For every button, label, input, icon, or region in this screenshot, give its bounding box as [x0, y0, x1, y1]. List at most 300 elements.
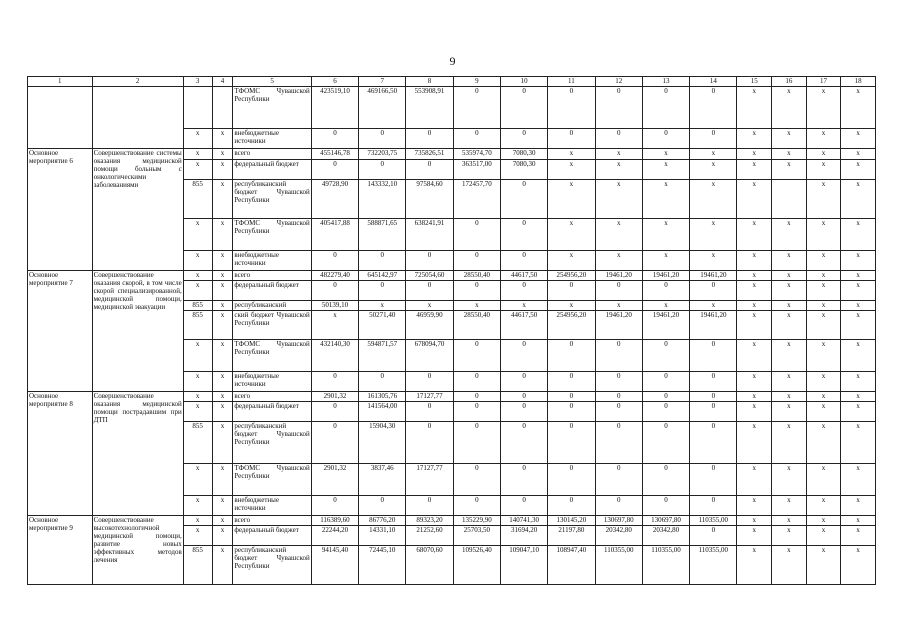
- value-cell: 0: [642, 392, 689, 402]
- value-cell: 725054,60: [406, 271, 453, 281]
- funding-source: внебюджетные источники: [233, 251, 311, 271]
- value-cell: 46959,90: [406, 311, 453, 340]
- code-cell: x: [212, 149, 233, 160]
- value-cell: x: [737, 281, 772, 301]
- code-cell: x: [183, 392, 212, 402]
- value-cell: 0: [690, 392, 737, 402]
- value-cell: 21197,80: [548, 526, 595, 546]
- value-cell: 22244,20: [311, 526, 358, 546]
- value-cell: 94145,40: [311, 546, 358, 585]
- value-cell: 0: [595, 87, 642, 129]
- value-cell: 50139,10: [311, 301, 358, 311]
- value-cell: 0: [548, 402, 595, 422]
- value-cell: 735826,51: [406, 149, 453, 160]
- value-cell: 0: [642, 281, 689, 301]
- value-cell: 0: [500, 281, 547, 301]
- value-cell: x: [772, 301, 807, 311]
- measure-description: Совершенствование оказания скорой, в том числе скорой специализированной, медицинской помощи, медицинской эвакуации: [92, 271, 183, 392]
- code-cell: x: [212, 372, 233, 392]
- value-cell: 0: [642, 402, 689, 422]
- value-cell: x: [841, 311, 876, 340]
- value-cell: 3837,46: [359, 464, 406, 496]
- value-cell: x: [737, 311, 772, 340]
- value-cell: x: [772, 392, 807, 402]
- value-cell: x: [311, 311, 358, 340]
- column-header: 5: [233, 77, 311, 87]
- measure-description: Совершенствование высокотехнологичной медицинской помощи, развитие новых эффективных методов лечения: [92, 516, 183, 585]
- code-cell: x: [212, 129, 233, 149]
- value-cell: x: [737, 422, 772, 464]
- value-cell: 172457,70: [453, 180, 500, 219]
- code-cell: x: [183, 402, 212, 422]
- value-cell: 19461,20: [595, 311, 642, 340]
- code-cell: [183, 87, 212, 129]
- value-cell: x: [772, 129, 807, 149]
- measure-description: Совершенствование системы оказания медицинской помощи больным с онкологическими заболеваниями: [92, 149, 183, 271]
- value-cell: 469166,50: [359, 87, 406, 129]
- value-cell: 0: [548, 496, 595, 516]
- column-header: 7: [359, 77, 406, 87]
- code-cell: x: [212, 219, 233, 251]
- table-row: [28, 271, 876, 281]
- value-cell: x: [841, 219, 876, 251]
- value-cell: 0: [595, 496, 642, 516]
- value-cell: 0: [406, 281, 453, 301]
- value-cell: 0: [406, 422, 453, 464]
- value-cell: 0: [406, 496, 453, 516]
- value-cell: x: [806, 372, 841, 392]
- value-cell: 0: [548, 392, 595, 402]
- value-cell: x: [772, 87, 807, 129]
- value-cell: 0: [359, 251, 406, 271]
- value-cell: 0: [690, 402, 737, 422]
- value-cell: 130697,80: [642, 516, 689, 526]
- column-header: 10: [500, 77, 547, 87]
- value-cell: 109526,40: [453, 546, 500, 585]
- value-cell: x: [737, 271, 772, 281]
- value-cell: x: [548, 180, 595, 219]
- budget-table: [27, 76, 876, 585]
- value-cell: x: [806, 251, 841, 271]
- value-cell: 19461,20: [690, 271, 737, 281]
- table-row: [28, 392, 876, 402]
- value-cell: 0: [642, 129, 689, 149]
- code-cell: x: [183, 271, 212, 281]
- value-cell: x: [806, 422, 841, 464]
- code-cell: x: [183, 372, 212, 392]
- value-cell: x: [737, 301, 772, 311]
- value-cell: x: [737, 392, 772, 402]
- value-cell: x: [806, 546, 841, 585]
- value-cell: 20342,80: [642, 526, 689, 546]
- funding-source: федеральный бюджет: [233, 402, 311, 422]
- value-cell: 0: [690, 526, 737, 546]
- value-cell: 0: [311, 402, 358, 422]
- column-header: 8: [406, 77, 453, 87]
- value-cell: x: [806, 149, 841, 160]
- code-cell: x: [183, 526, 212, 546]
- value-cell: x: [806, 219, 841, 251]
- value-cell: 0: [548, 422, 595, 464]
- value-cell: 89323,20: [406, 516, 453, 526]
- code-cell: x: [183, 149, 212, 160]
- value-cell: x: [737, 402, 772, 422]
- funding-source: внебюджетные источники: [233, 372, 311, 392]
- column-header: 2: [92, 77, 183, 87]
- value-cell: x: [737, 251, 772, 271]
- value-cell: 0: [311, 372, 358, 392]
- value-cell: x: [772, 160, 807, 180]
- code-cell: x: [183, 129, 212, 149]
- value-cell: 31694,20: [500, 526, 547, 546]
- funding-source: ТФОМС Чувашской Республики: [233, 340, 311, 372]
- code-cell: x: [212, 340, 233, 372]
- value-cell: x: [642, 219, 689, 251]
- value-cell: x: [548, 219, 595, 251]
- table-row: [28, 87, 876, 129]
- code-cell: 855: [183, 311, 212, 340]
- code-cell: 855: [183, 180, 212, 219]
- value-cell: 254956,20: [548, 311, 595, 340]
- value-cell: x: [772, 281, 807, 301]
- value-cell: 17127,77: [406, 392, 453, 402]
- value-cell: x: [772, 311, 807, 340]
- value-cell: 0: [453, 372, 500, 392]
- header-row: [28, 77, 876, 87]
- value-cell: x: [772, 402, 807, 422]
- code-cell: x: [212, 546, 233, 585]
- value-cell: x: [737, 149, 772, 160]
- value-cell: 0: [642, 340, 689, 372]
- value-cell: x: [806, 402, 841, 422]
- code-cell: x: [212, 422, 233, 464]
- value-cell: 0: [548, 464, 595, 496]
- funding-source: всего: [233, 271, 311, 281]
- measure-name: [28, 87, 93, 149]
- code-cell: x: [212, 496, 233, 516]
- value-cell: x: [772, 372, 807, 392]
- value-cell: x: [548, 251, 595, 271]
- code-cell: 855: [183, 422, 212, 464]
- funding-source: республиканский: [233, 301, 311, 311]
- value-cell: 0: [453, 340, 500, 372]
- value-cell: x: [737, 516, 772, 526]
- value-cell: x: [595, 180, 642, 219]
- value-cell: 0: [595, 129, 642, 149]
- value-cell: x: [737, 129, 772, 149]
- value-cell: 0: [642, 372, 689, 392]
- value-cell: 363517,00: [453, 160, 500, 180]
- value-cell: 110355,00: [690, 546, 737, 585]
- funding-source: всего: [233, 516, 311, 526]
- value-cell: 0: [642, 87, 689, 129]
- table-row: [28, 516, 876, 526]
- value-cell: x: [595, 301, 642, 311]
- value-cell: 405417,88: [311, 219, 358, 251]
- value-cell: 0: [690, 281, 737, 301]
- value-cell: x: [690, 301, 737, 311]
- value-cell: 72445,10: [359, 546, 406, 585]
- value-cell: x: [841, 516, 876, 526]
- value-cell: x: [841, 301, 876, 311]
- value-cell: 0: [548, 129, 595, 149]
- value-cell: 140741,30: [500, 516, 547, 526]
- value-cell: 0: [500, 219, 547, 251]
- value-cell: 0: [453, 464, 500, 496]
- value-cell: x: [500, 301, 547, 311]
- value-cell: x: [595, 160, 642, 180]
- value-cell: x: [737, 526, 772, 546]
- value-cell: x: [548, 301, 595, 311]
- value-cell: 0: [311, 281, 358, 301]
- funding-source: ский бюджет Чувашской Республики: [233, 311, 311, 340]
- value-cell: x: [841, 526, 876, 546]
- value-cell: 0: [406, 402, 453, 422]
- value-cell: x: [737, 464, 772, 496]
- value-cell: 19461,20: [642, 271, 689, 281]
- value-cell: 0: [500, 129, 547, 149]
- value-cell: x: [642, 251, 689, 271]
- value-cell: x: [772, 516, 807, 526]
- value-cell: x: [690, 251, 737, 271]
- value-cell: x: [690, 160, 737, 180]
- column-header: 14: [690, 77, 737, 87]
- value-cell: 0: [406, 251, 453, 271]
- value-cell: x: [642, 180, 689, 219]
- value-cell: 0: [642, 422, 689, 464]
- value-cell: 0: [453, 87, 500, 129]
- funding-source: всего: [233, 149, 311, 160]
- code-cell: x: [183, 251, 212, 271]
- value-cell: x: [772, 464, 807, 496]
- value-cell: [772, 180, 807, 219]
- value-cell: x: [737, 87, 772, 129]
- value-cell: x: [841, 372, 876, 392]
- value-cell: x: [737, 496, 772, 516]
- code-cell: [212, 87, 233, 129]
- value-cell: 0: [359, 281, 406, 301]
- value-cell: 638241,91: [406, 219, 453, 251]
- value-cell: 44617,50: [500, 311, 547, 340]
- code-cell: 855: [183, 301, 212, 311]
- code-cell: x: [212, 516, 233, 526]
- value-cell: 254956,20: [548, 271, 595, 281]
- value-cell: x: [548, 149, 595, 160]
- value-cell: 0: [595, 340, 642, 372]
- value-cell: 14331,10: [359, 526, 406, 546]
- value-cell: 19461,20: [642, 311, 689, 340]
- value-cell: 0: [548, 372, 595, 392]
- funding-source: федеральный бюджет: [233, 160, 311, 180]
- value-cell: 594871,57: [359, 340, 406, 372]
- code-cell: x: [212, 526, 233, 546]
- measure-description: [92, 87, 183, 149]
- code-cell: x: [212, 271, 233, 281]
- value-cell: 108947,40: [548, 546, 595, 585]
- value-cell: 7080,30: [500, 160, 547, 180]
- code-cell: x: [183, 464, 212, 496]
- value-cell: 0: [453, 496, 500, 516]
- code-cell: x: [212, 464, 233, 496]
- code-cell: x: [183, 281, 212, 301]
- value-cell: 143332,10: [359, 180, 406, 219]
- value-cell: 553908,91: [406, 87, 453, 129]
- value-cell: 432140,30: [311, 340, 358, 372]
- value-cell: x: [772, 546, 807, 585]
- value-cell: 732203,75: [359, 149, 406, 160]
- column-header: 6: [311, 77, 358, 87]
- value-cell: x: [806, 281, 841, 301]
- value-cell: x: [642, 301, 689, 311]
- value-cell: 0: [359, 372, 406, 392]
- funding-source: республиканский бюджет Чувашской Республики: [233, 180, 311, 219]
- measure-name: Основное мероприятие 8: [28, 392, 93, 516]
- value-cell: x: [841, 129, 876, 149]
- column-header: 18: [841, 77, 876, 87]
- code-cell: x: [183, 160, 212, 180]
- value-cell: x: [772, 340, 807, 372]
- value-cell: x: [806, 311, 841, 340]
- value-cell: x: [841, 271, 876, 281]
- value-cell: 116389,60: [311, 516, 358, 526]
- code-cell: x: [212, 311, 233, 340]
- value-cell: 0: [311, 160, 358, 180]
- value-cell: 0: [690, 496, 737, 516]
- measure-name: Основное мероприятие 7: [28, 271, 93, 392]
- value-cell: x: [806, 271, 841, 281]
- value-cell: x: [841, 546, 876, 585]
- value-cell: x: [772, 271, 807, 281]
- value-cell: 0: [595, 464, 642, 496]
- value-cell: x: [359, 301, 406, 311]
- value-cell: 0: [500, 180, 547, 219]
- column-header: 12: [595, 77, 642, 87]
- value-cell: x: [772, 526, 807, 546]
- value-cell: x: [772, 219, 807, 251]
- code-cell: x: [212, 301, 233, 311]
- value-cell: x: [806, 516, 841, 526]
- value-cell: 141564,00: [359, 402, 406, 422]
- value-cell: 2901,32: [311, 464, 358, 496]
- value-cell: x: [690, 149, 737, 160]
- value-cell: 25703,50: [453, 526, 500, 546]
- value-cell: 0: [595, 392, 642, 402]
- measure-description: Совершенствование оказания медицинской помощи пострадавшим при ДТП: [92, 392, 183, 516]
- value-cell: 0: [690, 129, 737, 149]
- value-cell: 0: [500, 340, 547, 372]
- value-cell: x: [772, 422, 807, 464]
- value-cell: 86776,20: [359, 516, 406, 526]
- code-cell: x: [212, 251, 233, 271]
- value-cell: 15904,30: [359, 422, 406, 464]
- value-cell: x: [841, 149, 876, 160]
- measure-name: Основное мероприятие 6: [28, 149, 93, 271]
- value-cell: 130145,20: [548, 516, 595, 526]
- value-cell: x: [737, 372, 772, 392]
- value-cell: x: [841, 281, 876, 301]
- value-cell: 44617,50: [500, 271, 547, 281]
- value-cell: 161305,76: [359, 392, 406, 402]
- value-cell: x: [595, 251, 642, 271]
- value-cell: 21252,60: [406, 526, 453, 546]
- value-cell: 0: [453, 422, 500, 464]
- value-cell: 0: [359, 129, 406, 149]
- value-cell: x: [841, 180, 876, 219]
- value-cell: 0: [359, 160, 406, 180]
- value-cell: 0: [548, 340, 595, 372]
- value-cell: 19461,20: [690, 311, 737, 340]
- value-cell: x: [772, 251, 807, 271]
- value-cell: x: [841, 160, 876, 180]
- value-cell: 110355,00: [595, 546, 642, 585]
- value-cell: x: [806, 392, 841, 402]
- value-cell: 0: [359, 496, 406, 516]
- funding-source: федеральный бюджет: [233, 281, 311, 301]
- value-cell: x: [841, 496, 876, 516]
- value-cell: 0: [406, 129, 453, 149]
- value-cell: x: [690, 219, 737, 251]
- code-cell: x: [183, 496, 212, 516]
- value-cell: 97584,60: [406, 180, 453, 219]
- value-cell: 0: [500, 402, 547, 422]
- value-cell: 7080,30: [500, 149, 547, 160]
- value-cell: 0: [311, 496, 358, 516]
- value-cell: 0: [453, 402, 500, 422]
- value-cell: x: [453, 301, 500, 311]
- value-cell: 110355,00: [690, 516, 737, 526]
- value-cell: 0: [453, 281, 500, 301]
- value-cell: 0: [690, 340, 737, 372]
- value-cell: x: [806, 180, 841, 219]
- value-cell: x: [806, 340, 841, 372]
- code-cell: x: [212, 392, 233, 402]
- value-cell: x: [806, 464, 841, 496]
- value-cell: x: [772, 496, 807, 516]
- funding-source: республиканский бюджет Чувашской Республики: [233, 546, 311, 585]
- value-cell: 0: [311, 129, 358, 149]
- value-cell: x: [841, 422, 876, 464]
- value-cell: 0: [500, 422, 547, 464]
- value-cell: x: [690, 180, 737, 219]
- value-cell: 110355,00: [642, 546, 689, 585]
- value-cell: 0: [311, 251, 358, 271]
- column-header: 1: [28, 77, 93, 87]
- code-cell: x: [183, 340, 212, 372]
- column-header: 9: [453, 77, 500, 87]
- value-cell: 0: [311, 422, 358, 464]
- funding-source: всего: [233, 392, 311, 402]
- value-cell: x: [406, 301, 453, 311]
- value-cell: 0: [595, 281, 642, 301]
- value-cell: x: [806, 160, 841, 180]
- funding-source: ТФОМС Чувашской Республики: [233, 464, 311, 496]
- value-cell: x: [642, 160, 689, 180]
- value-cell: x: [806, 496, 841, 516]
- column-header: 13: [642, 77, 689, 87]
- value-cell: 0: [406, 372, 453, 392]
- value-cell: 130697,80: [595, 516, 642, 526]
- value-cell: 0: [690, 422, 737, 464]
- value-cell: 0: [500, 87, 547, 129]
- code-cell: x: [212, 160, 233, 180]
- value-cell: x: [595, 219, 642, 251]
- column-header: 15: [737, 77, 772, 87]
- value-cell: x: [806, 129, 841, 149]
- value-cell: 0: [500, 251, 547, 271]
- code-cell: x: [212, 281, 233, 301]
- table-row: [28, 149, 876, 160]
- value-cell: 455146,78: [311, 149, 358, 160]
